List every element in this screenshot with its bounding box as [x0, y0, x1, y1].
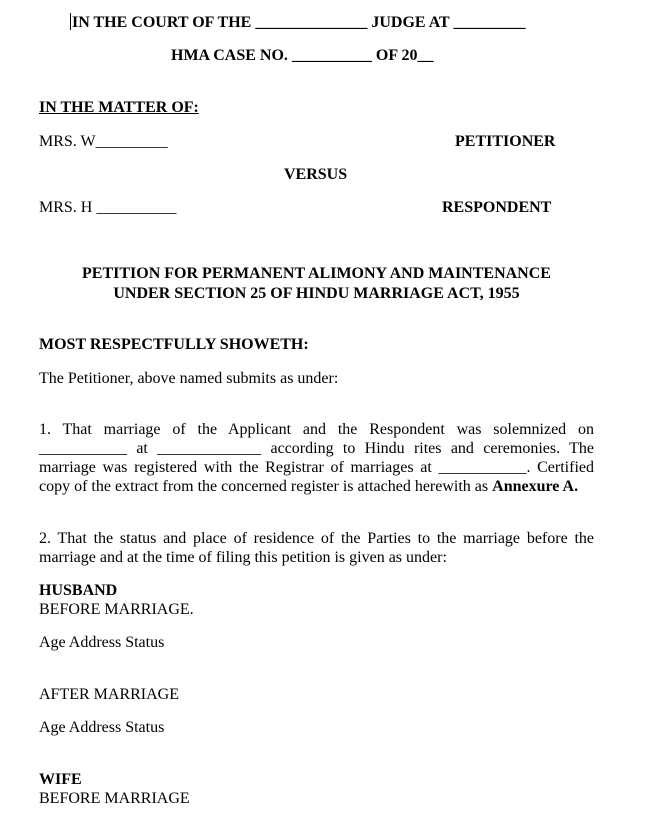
- court-header-line: [70, 13, 525, 32]
- petitioner-name: MRS. W_________: [39, 133, 168, 150]
- case-label: HMA CASE NO.: [171, 47, 288, 64]
- paragraph-2: 2. That the status and place of residence of the Parties to the marriage before the marriage and at the time of filing this petition is given as under:: [39, 530, 594, 566]
- husband-fields-after: Age Address Status: [39, 719, 165, 736]
- respondent-name: MRS. H __________: [39, 199, 177, 216]
- matter-heading: IN THE MATTER OF:: [39, 99, 199, 116]
- text-cursor: [70, 13, 71, 30]
- husband-fields-before: Age Address Status: [39, 634, 165, 651]
- case-year: OF 20__: [375, 47, 434, 64]
- paragraph-1-text: 1. That marriage of the Applicant and the Respondent was solemnized on ___________ at _____________ according to Hindu rites and ceremonies. The marriage was registered with the Registrar of marriages at ___________. Certified copy of the extract from the concerned register is attached herewith as: [39, 421, 594, 495]
- respondent-role: RESPONDENT: [442, 199, 552, 216]
- husband-before-marriage: BEFORE MARRIAGE.: [39, 601, 194, 618]
- petitioner-role: PETITIONER: [455, 133, 556, 150]
- annexure-label: Annexure A.: [492, 478, 579, 495]
- judge-blank: _________: [453, 14, 526, 31]
- case-number-line: [171, 46, 434, 65]
- petition-title-line-2: UNDER SECTION 25 OF HINDU MARRIAGE ACT, 1955: [113, 285, 520, 302]
- paragraph-1: [39, 420, 594, 496]
- petition-title-line-1: PETITION FOR PERMANENT ALIMONY AND MAINTENANCE: [82, 265, 551, 282]
- court-label: IN THE COURT OF THE: [72, 14, 252, 31]
- wife-heading: WIFE: [39, 771, 82, 788]
- case-blank: __________: [291, 47, 372, 64]
- showeth-heading: MOST RESPECTFULLY SHOWETH:: [39, 336, 309, 353]
- versus-label: VERSUS: [284, 166, 348, 183]
- wife-before-marriage: BEFORE MARRIAGE: [39, 790, 190, 807]
- intro-text: The Petitioner, above named submits as under:: [39, 370, 339, 387]
- husband-heading: HUSBAND: [39, 582, 118, 599]
- judge-label: JUDGE AT: [371, 14, 450, 31]
- court-blank: ______________: [255, 14, 368, 31]
- husband-after-marriage: AFTER MARRIAGE: [39, 686, 180, 703]
